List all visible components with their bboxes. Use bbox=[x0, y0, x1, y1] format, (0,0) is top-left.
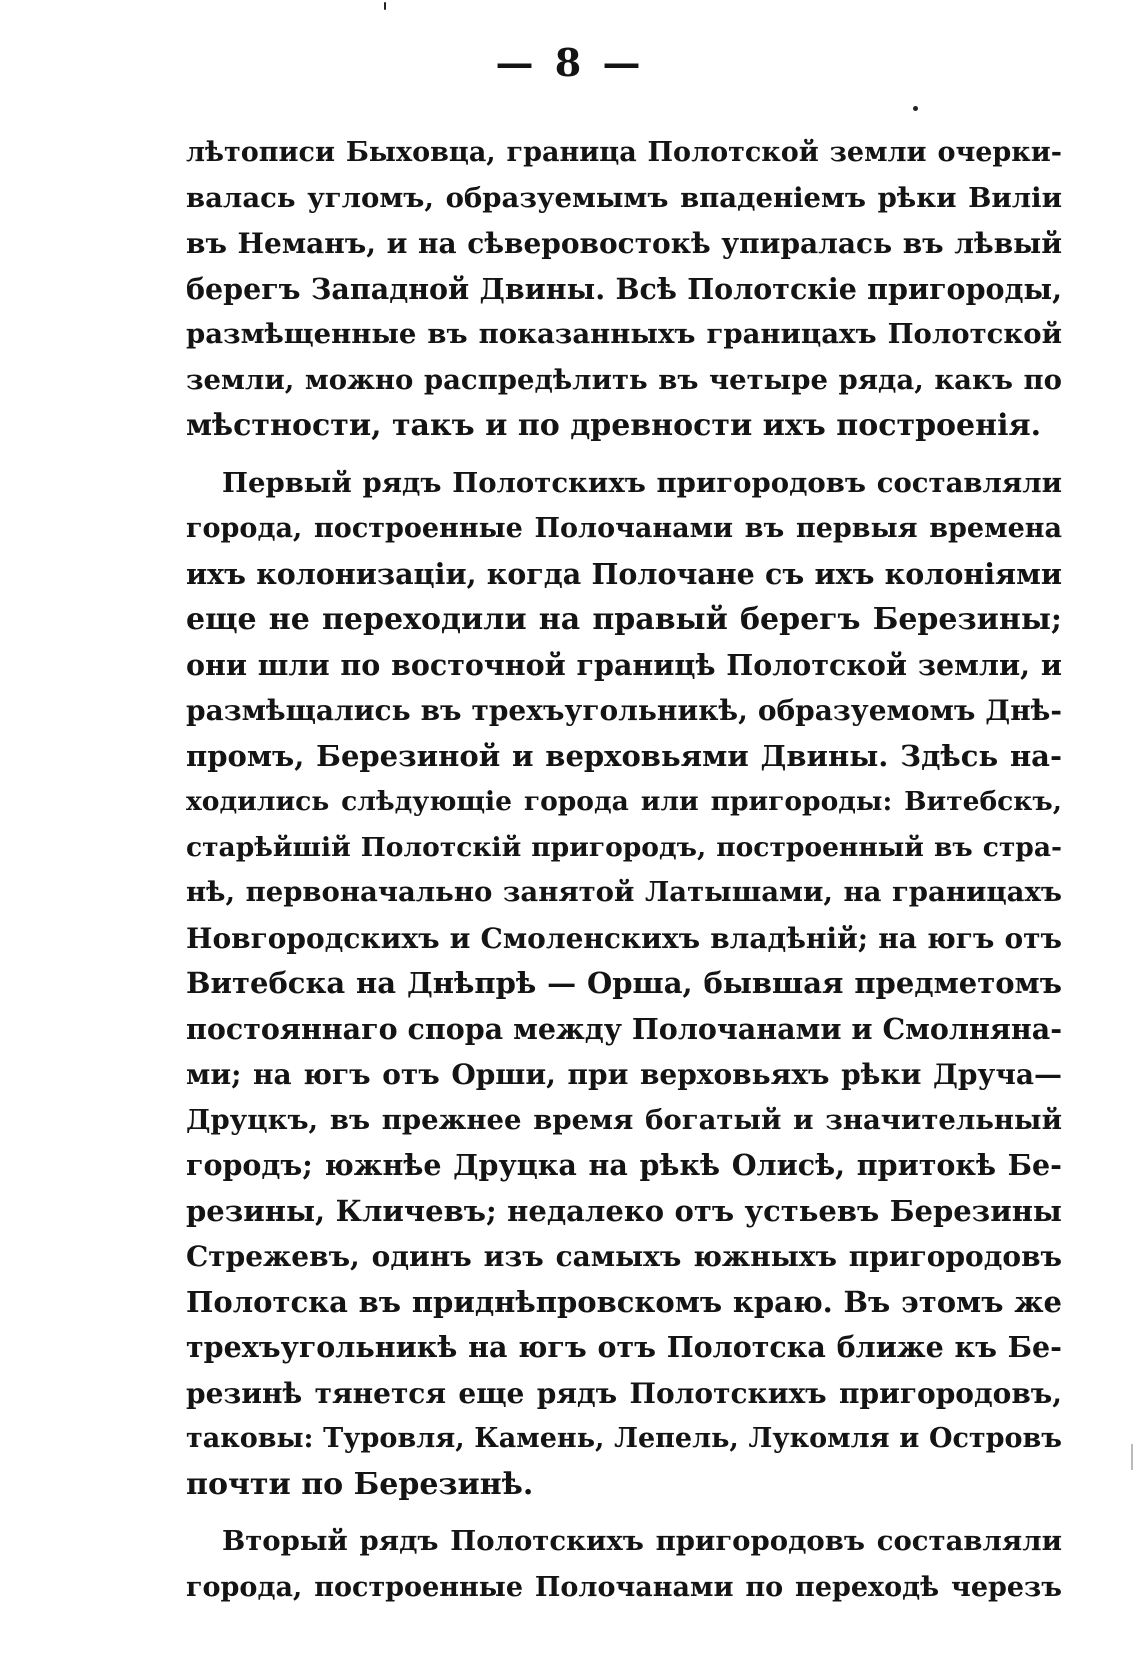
text-line: резины, Кличевъ; недалеко отъ устьевъ Березины bbox=[186, 1193, 1062, 1228]
text-line: Вторый рядъ Полотскихъ пригородовъ составляли bbox=[222, 1525, 1062, 1557]
text-line: мѣстности, такъ и по древности ихъ построенія. bbox=[186, 408, 1042, 443]
text-line: трехъугольникѣ на югъ отъ Полотска ближе къ Бе- bbox=[186, 1330, 1062, 1364]
print-speck bbox=[913, 106, 918, 111]
text-line: ми; на югъ отъ Орши, при верховьяхъ рѣки Друча— bbox=[186, 1058, 1062, 1091]
text-line: промъ, Березиной и верховьями Двины. Здѣсь на- bbox=[186, 738, 1062, 773]
text-line: городъ; южнѣе Друцка на рѣкѣ Олисѣ, притокѣ Бе- bbox=[186, 1148, 1062, 1182]
text-line: почти по Березинѣ. bbox=[186, 1466, 534, 1502]
text-line: города, построенные Полочанами по переходѣ черезъ bbox=[186, 1571, 1062, 1603]
text-line: таковы: Туровля, Камень, Лепель, Лукомля и Островъ bbox=[186, 1423, 1062, 1454]
text-line: они шли по восточной границѣ Полотской земли, и bbox=[186, 647, 1062, 682]
margin-mark bbox=[1131, 1444, 1133, 1470]
text-line: Стрежевъ, одинъ изъ самыхъ южныхъ пригородовъ bbox=[186, 1240, 1062, 1273]
text-line: нѣ, первоначально занятой Латышами, на границахъ bbox=[186, 876, 1062, 908]
text-line: города, построенные Полочанами въ первыя времена bbox=[186, 513, 1062, 544]
page-number: — 8 — bbox=[495, 40, 645, 85]
text-line: ходились слѣдующіе города или пригороды: Витебскъ, bbox=[186, 786, 1062, 817]
text-line: ихъ колонизаціи, когда Полочане съ ихъ колоніями bbox=[186, 556, 1062, 591]
text-line: резинѣ тянется еще рядъ Полотскихъ пригородовъ, bbox=[186, 1376, 1062, 1410]
text-line: Первый рядъ Полотскихъ пригородовъ составляли bbox=[222, 466, 1062, 499]
text-line: Витебска на Днѣпрѣ — Орша, бывшая предметомъ bbox=[186, 966, 1062, 1000]
text-line: земли, можно распредѣлить въ четыре ряда, какъ по bbox=[186, 363, 1062, 396]
text-line: въ Неманъ, и на сѣверовостокѣ упиралась въ лѣвый bbox=[186, 227, 1062, 260]
text-line: постояннаго спора между Полочанами и Смолняна- bbox=[186, 1011, 1062, 1046]
print-speck bbox=[384, 2, 386, 10]
text-line: размѣщались въ трехъугольникѣ, образуемомъ Днѣ- bbox=[186, 694, 1062, 727]
text-line: валась угломъ, образуемымъ впаденіемъ рѣки Виліи bbox=[186, 181, 1062, 214]
text-line: старѣйшій Полотскій пригородъ, построенный въ стра- bbox=[186, 831, 1062, 863]
text-body bbox=[186, 130, 1062, 1610]
text-line: Друцкъ, въ прежнее время богатый и значительный bbox=[186, 1103, 1062, 1136]
text-line: размѣщенные въ показанныхъ границахъ Полотской bbox=[186, 318, 1062, 350]
text-line: берегъ Западной Двины. Всѣ Полотскіе пригороды, bbox=[186, 271, 1062, 306]
text-line: Полотска въ приднѣпровскомъ краю. Въ этомъ же bbox=[186, 1284, 1062, 1319]
text-line: еще не переходили на правый берегъ Березины; bbox=[186, 602, 1062, 637]
text-line: лѣтописи Быховца, граница Полотской земли очерки- bbox=[186, 137, 1062, 168]
text-line: Новгородскихъ и Смоленскихъ владѣній; на югъ отъ bbox=[186, 921, 1062, 955]
